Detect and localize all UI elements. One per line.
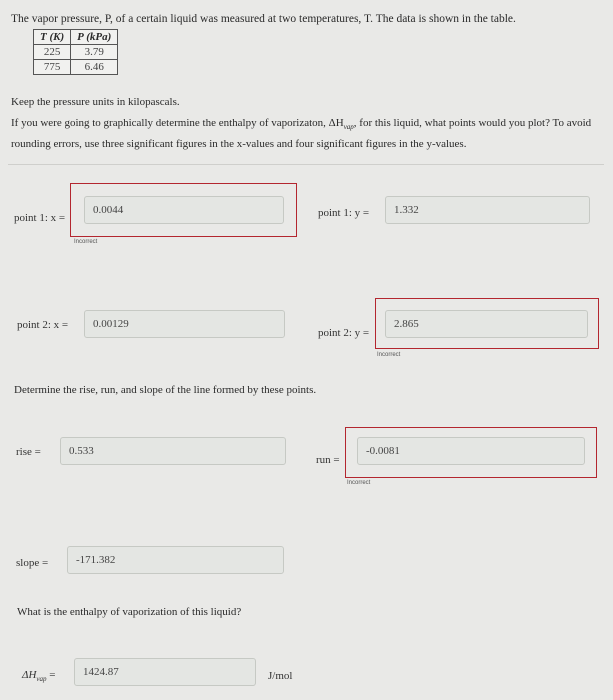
run-input[interactable]: -0.0081 bbox=[357, 437, 585, 465]
cell-p2: 6.46 bbox=[71, 60, 118, 75]
enthalpy-label-main: ΔH bbox=[22, 669, 37, 681]
point2-x-input[interactable]: 0.00129 bbox=[84, 310, 285, 338]
question-part-a: If you were going to graphically determine the enthalpy of vaporizaton, ΔH bbox=[11, 117, 344, 129]
enthalpy-label-sub: vap bbox=[36, 675, 47, 684]
cell-t1: 225 bbox=[34, 45, 71, 60]
data-table bbox=[33, 29, 118, 75]
line-prompt: Determine the rise, run, and slope of the line formed by these points. bbox=[14, 384, 317, 396]
run-feedback: Incorrect bbox=[347, 480, 371, 486]
run-label: run = bbox=[316, 454, 340, 466]
header-temperature: T (K) bbox=[34, 30, 71, 45]
point1-x-input[interactable]: 0.0044 bbox=[84, 196, 284, 224]
enthalpy-label bbox=[22, 669, 55, 683]
enthalpy-label-eq: = bbox=[49, 669, 56, 681]
point1-x-feedback: Incorrect bbox=[74, 239, 98, 245]
point2-y-input[interactable]: 2.865 bbox=[385, 310, 588, 338]
rise-label: rise = bbox=[16, 446, 41, 458]
cell-t2: 775 bbox=[34, 60, 71, 75]
question-text bbox=[11, 115, 601, 153]
rise-input[interactable]: 0.533 bbox=[60, 437, 286, 465]
slope-input[interactable]: -171.382 bbox=[67, 546, 284, 574]
cell-p1: 3.79 bbox=[71, 45, 118, 60]
enthalpy-unit: J/mol bbox=[268, 670, 293, 682]
header-pressure: P (kPa) bbox=[71, 30, 118, 45]
point1-y-label: point 1: y = bbox=[318, 207, 370, 219]
units-note: Keep the pressure units in kilopascals. bbox=[11, 96, 180, 108]
question-sub: vap bbox=[343, 123, 354, 132]
enthalpy-prompt: What is the enthalpy of vaporization of this liquid? bbox=[17, 606, 242, 618]
point1-y-input[interactable]: 1.332 bbox=[385, 196, 590, 224]
point2-y-feedback: Incorrect bbox=[377, 352, 401, 358]
problem-intro bbox=[11, 11, 601, 28]
intro-text: The vapor pressure, P, of a certain liquid was measured at two temperatures, T. The data is shown in the table. bbox=[11, 13, 516, 25]
slope-label: slope = bbox=[16, 557, 49, 569]
point2-y-label: point 2: y = bbox=[318, 327, 370, 339]
point2-x-label: point 2: x = bbox=[17, 319, 69, 331]
enthalpy-input[interactable]: 1424.87 bbox=[74, 658, 256, 686]
divider bbox=[8, 164, 604, 165]
table-header-row bbox=[34, 30, 118, 45]
question-part-b: , for this liquid, what points would you plot? To avoid rounding errors, use three significant figures in the x-values and four significant figures in the y-values. bbox=[11, 117, 592, 151]
table-row bbox=[34, 45, 118, 60]
point1-x-label: point 1: x = bbox=[14, 212, 66, 224]
table-row bbox=[34, 60, 118, 75]
